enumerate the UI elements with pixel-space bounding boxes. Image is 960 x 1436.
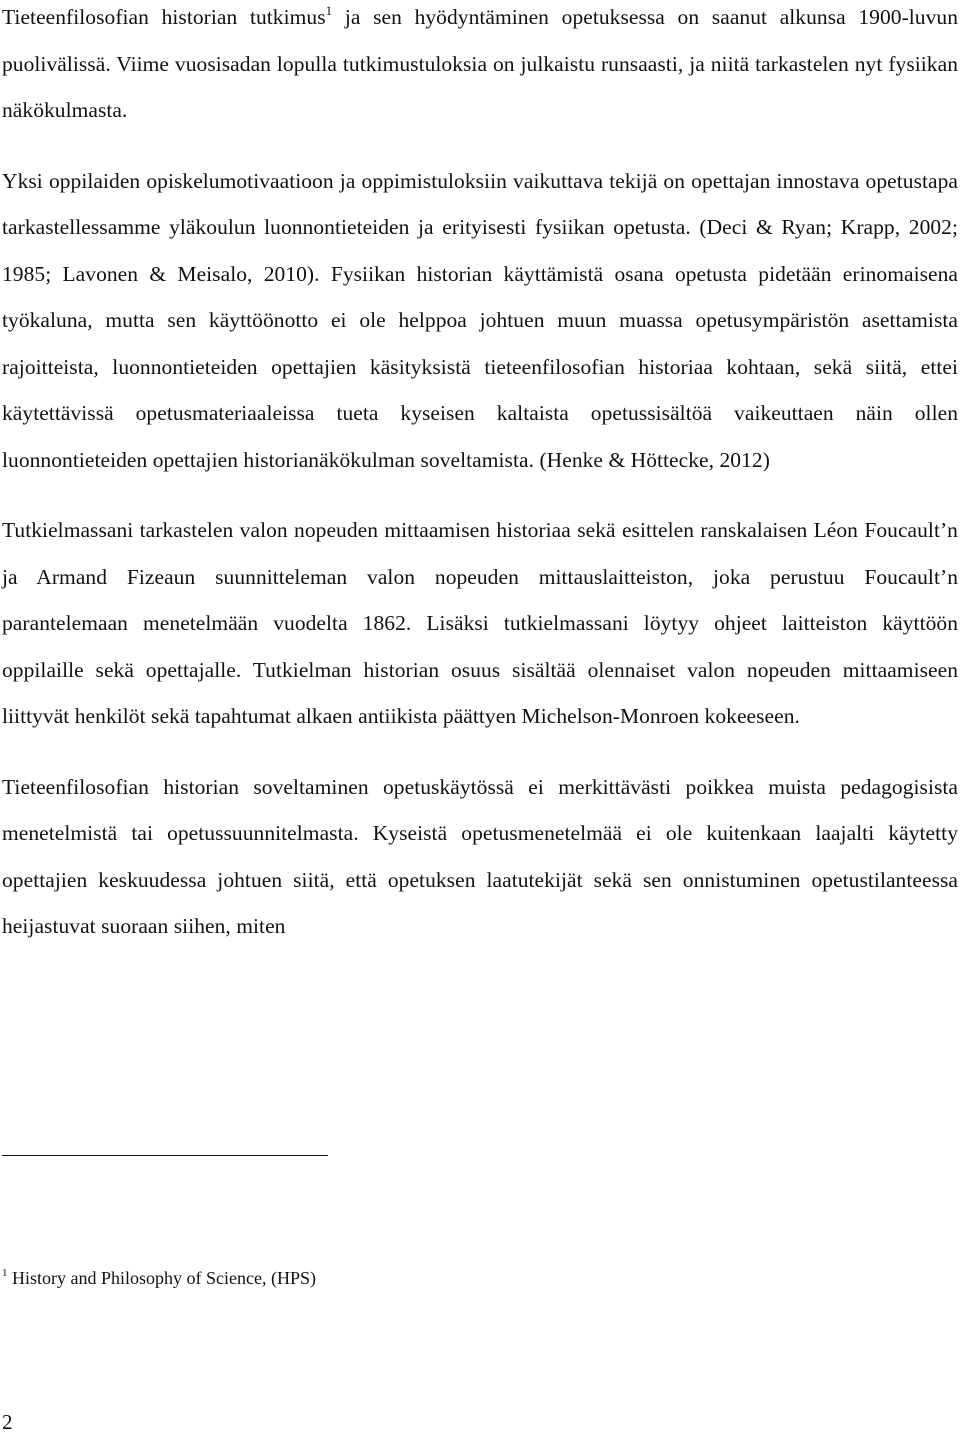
paragraph-1-text-end: ja sen hyödyntäminen opetuksessa on saanut alkunsa 1900-luvun puolivälissä. Viime vuosisadan lopulla tutkimustuloksia on julkaistu runsaasti, ja niitä tarkastelen nyt fysiikan näkökulmasta.: [2, 5, 959, 122]
footnote-divider: [2, 1155, 328, 1156]
paragraph-thesis-overview: Tutkielmassani tarkastelen valon nopeuden mittaamisen historiaa sekä esittelen ranskalaisen Léon Foucault’n ja Armand Fizeaun suunnitteleman valon nopeuden mittauslaitteiston, joka perustuu Foucault’n parantelemaan menetelmään vuodelta 1862. Lisäksi tutkielmassani löytyy ohjeet laitteiston käyttöön oppilaille sekä opettajalle. Tutkielman historian osuus sisältää olennaiset valon nopeuden mittaamiseen liittyvät henkilöt sekä tapahtumat alkaen antiikista päättyen Michelson-Monroen kokeeseen.: [2, 518, 958, 728]
paragraph-hps-intro: [2, 0, 958, 134]
footnote-text: History and Philosophy of Science, (HPS): [7, 1268, 316, 1288]
paragraph-1-text-start: Tieteenfilosofian historian tutkimus: [2, 5, 326, 29]
paragraph-application: Tieteenfilosofian historian soveltaminen opetuskäytössä ei merkittävästi poikkea muista pedagogisista menetelmistä tai opetussuunnitelmasta. Kyseistä opetusmenetelmää ei ole kuitenkaan laajalti käytetty opettajien keskuudessa johtuen siitä, että opetuksen laatutekijät sekä sen onnistuminen opetustilanteessa heijastuvat suoraan siihen, miten: [2, 774, 958, 938]
footnote-marker: 1: [2, 1267, 8, 1279]
page-number: 2: [2, 1410, 13, 1434]
footnote-reference: 1: [325, 2, 333, 18]
document-page: [2, 0, 958, 1436]
footnote: [2, 1265, 316, 1291]
paragraph-motivation: Yksi oppilaiden opiskelumotivaatioon ja oppimistuloksiin vaikuttava tekijä on opettajan innostava opetustapa tarkastellessamme yläkoulun luonnontieteiden ja erityisesti fysiikan opetusta. (Deci & Ryan; Krapp, 2002; 1985; Lavonen & Meisalo, 2010). Fysiikan historian käyttämistä osana opetusta pidetään erinomaisena työkaluna, mutta sen käyttöönotto ei ole helppoa johtuen muun muassa opetusympäristön asettamista rajoitteista, luonnontieteiden opettajien käsityksistä tieteenfilosofian historiaa kohtaan, sekä siitä, ettei käytettävissä opetusmateriaaleissa tueta kyseisen kaltaista opetussisältöä vaikeuttaen näin ollen luonnontieteiden opettajien historianäkökulman soveltamista. (Henke & Höttecke, 2012): [2, 168, 958, 472]
